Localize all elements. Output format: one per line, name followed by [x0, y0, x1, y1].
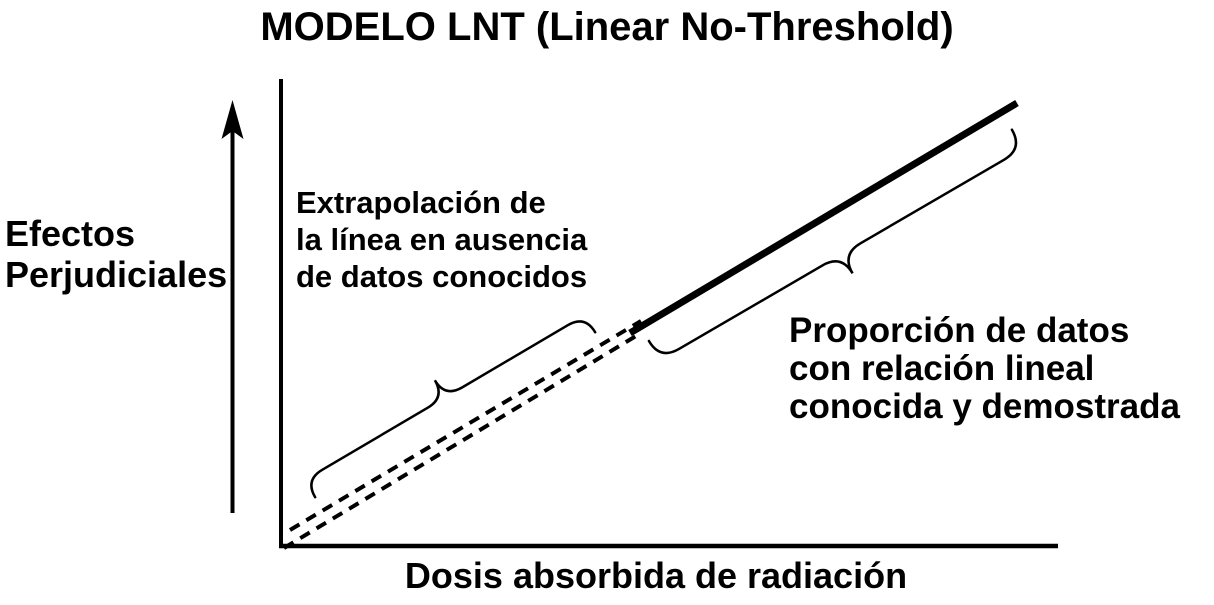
known-data-annotation-line-1: Proporción de datos [789, 311, 1130, 350]
y-axis-label-line-1: Efectos [5, 213, 136, 254]
extrapolation-dashed-line-upper [290, 321, 641, 530]
extrapolation-annotation-line-1: Extrapolación de [296, 185, 546, 220]
known-data-solid-line [630, 103, 1017, 333]
extrapolation-brace [295, 298, 595, 497]
known-data-annotation-line-2: con relación lineal [789, 349, 1095, 388]
extrapolation-annotation [296, 184, 587, 295]
known-data-annotation-line-3: conocida y demostrada [789, 387, 1180, 426]
chart-title: MODELO LNT (Linear No-Threshold) [260, 5, 954, 49]
x-axis-label: Dosis absorbida de radiación [404, 555, 908, 596]
extrapolation-annotation-line-2: la línea en ausencia [296, 222, 588, 257]
y-axis-label [5, 213, 227, 295]
extrapolation-brace-path [295, 298, 595, 497]
extrapolation-dashed-line-lower [284, 336, 636, 548]
known-data-annotation [789, 312, 1180, 426]
y-axis-arrow-icon [222, 100, 244, 513]
y-axis-label-line-2: Perjudiciales [5, 254, 228, 295]
extrapolation-annotation-line-3: de datos conocidos [296, 259, 588, 294]
